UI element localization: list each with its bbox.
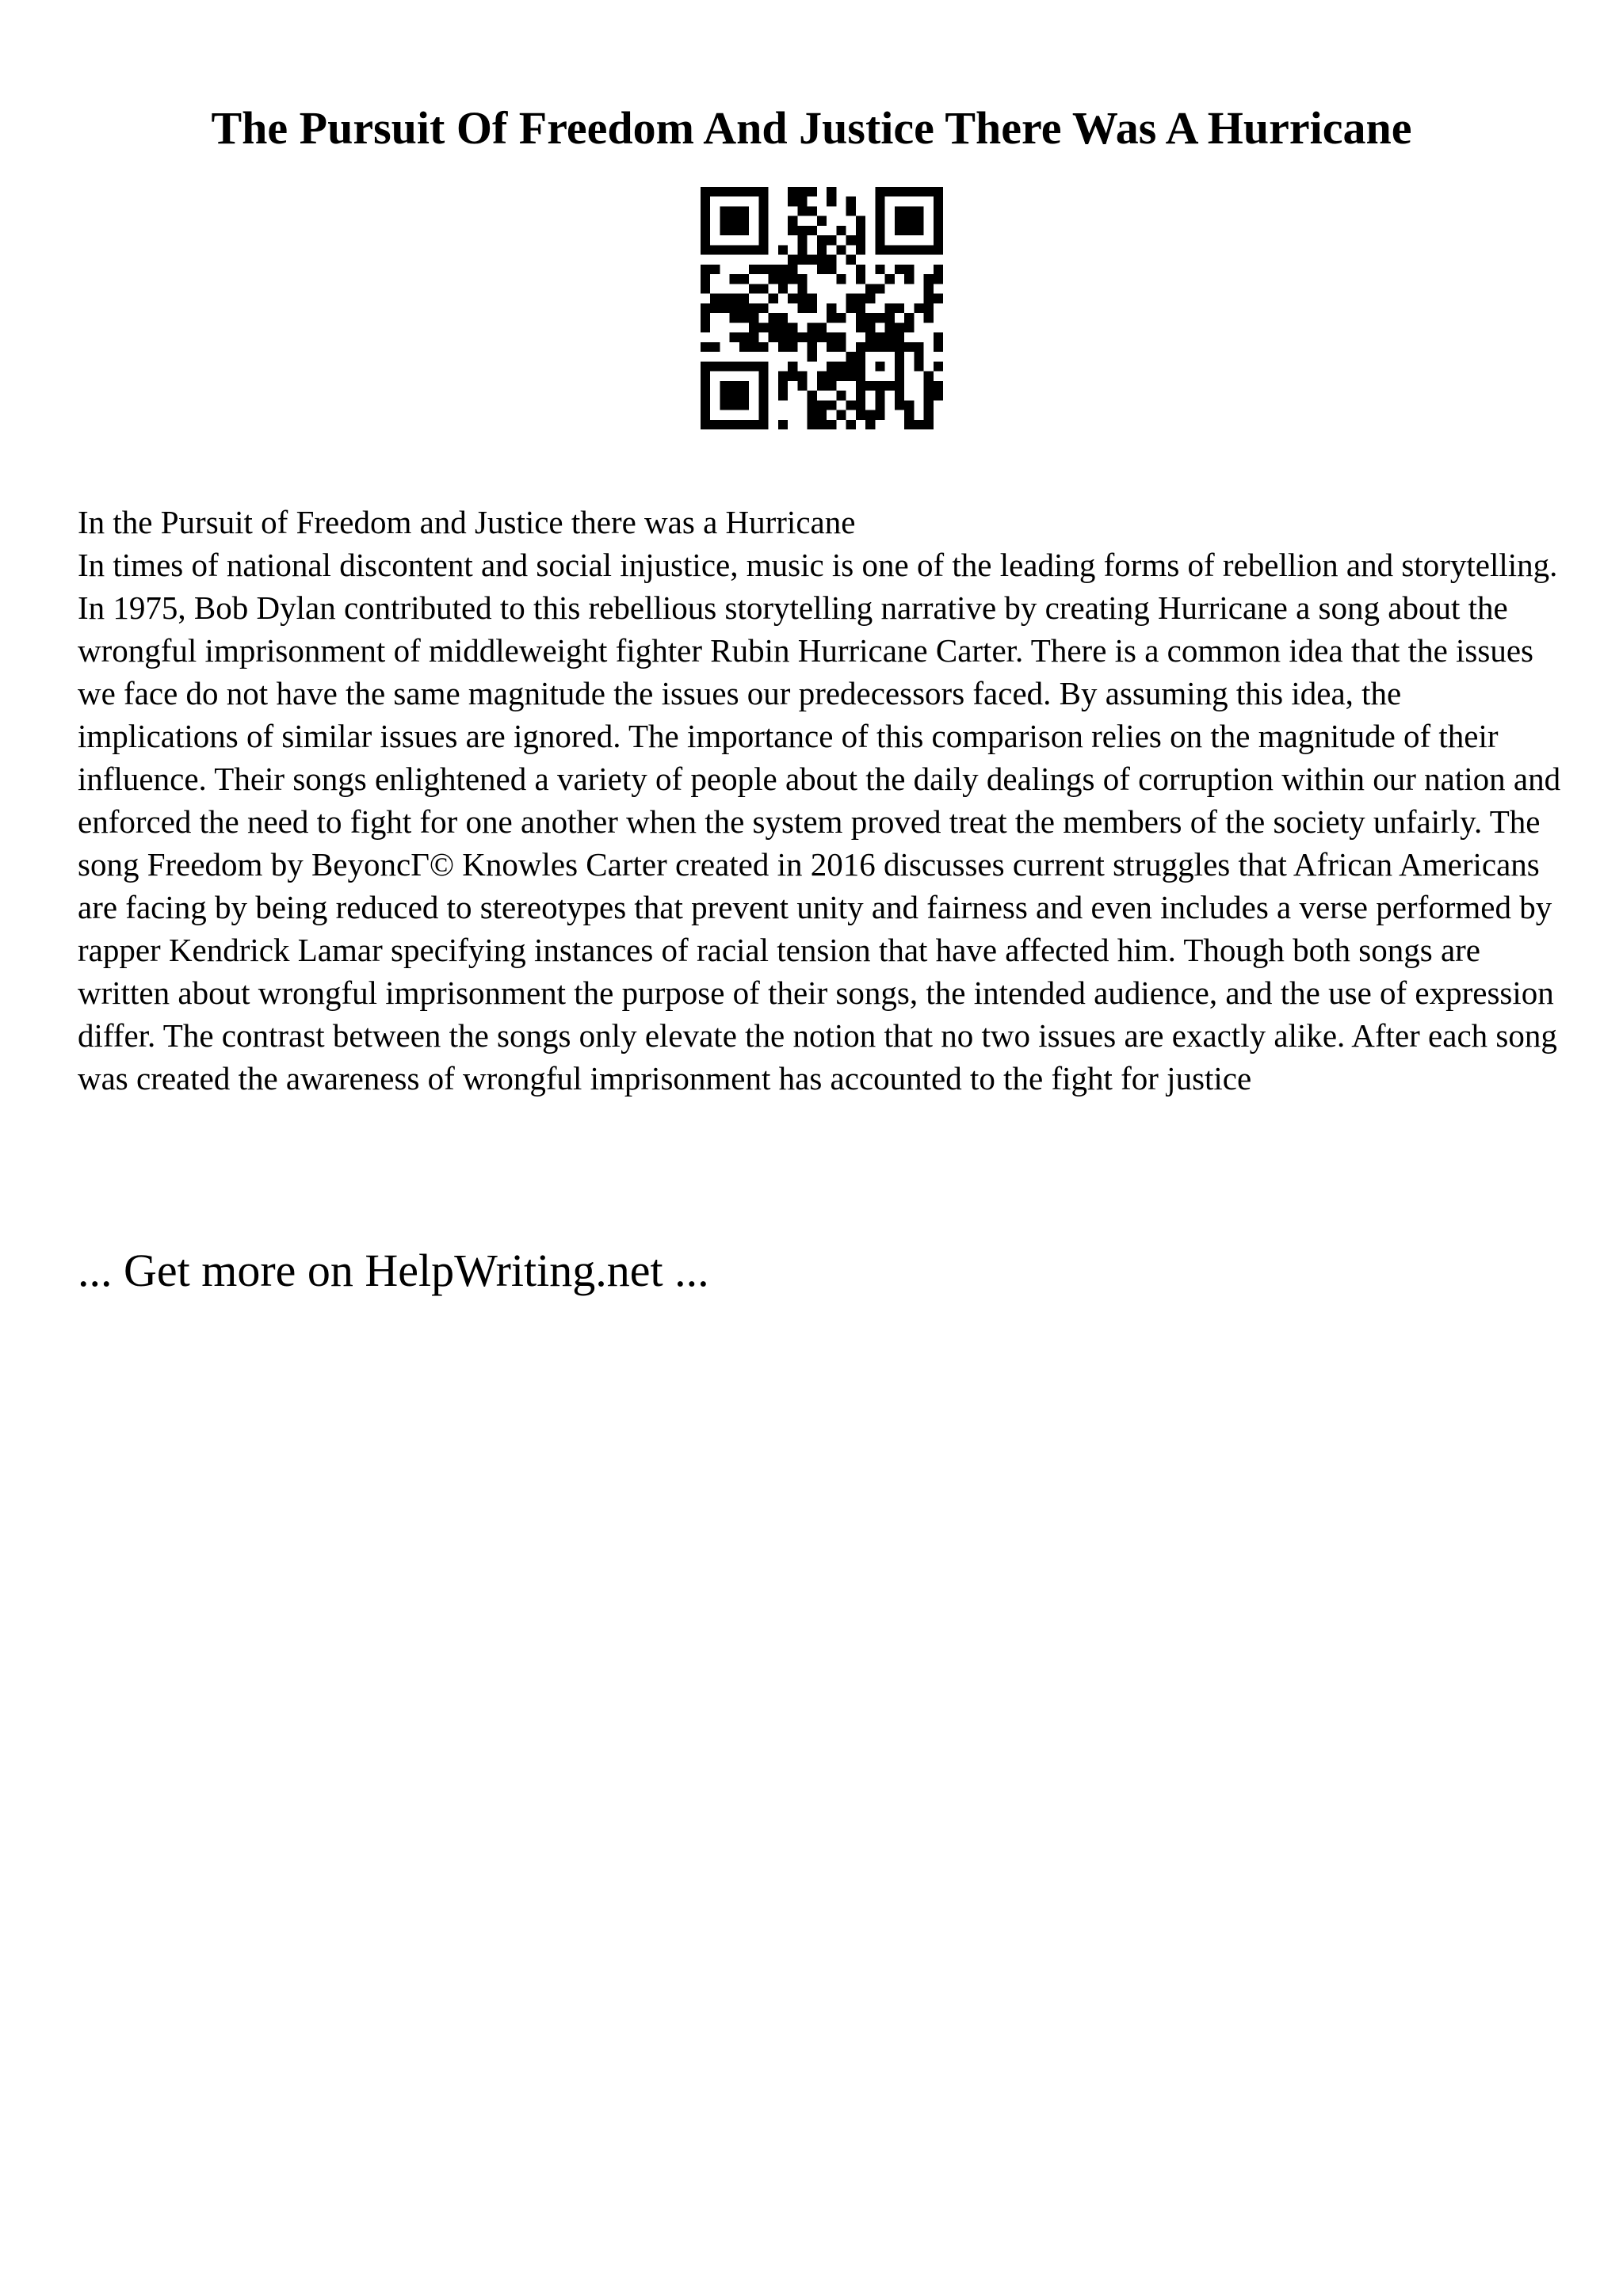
document-subtitle: In the Pursuit of Freedom and Justice there was a Hurricane bbox=[78, 504, 856, 540]
qr-code-icon bbox=[701, 187, 943, 429]
document-title: The Pursuit Of Freedom And Justice There Was A Hurricane bbox=[211, 102, 1412, 154]
get-more-link[interactable]: ... Get more on HelpWriting.net ... bbox=[78, 1245, 709, 1296]
document-body bbox=[78, 501, 1568, 1100]
document-paragraph: In times of national discontent and social injustice, music is one of the leading forms of rebellion and storytelling. In 1975, Bob Dylan contributed to this rebellious storytelling narrative by creating Hurricane a song about the wrongful imprisonment of middleweight fighter Rubin Hurricane Carter. There is a common idea that the issues we face do not have the same magnitude the issues our predecessors faced. By assuming this idea, the implications of similar issues are ignored. The importance of this comparison relies on the magnitude of their influence. Their songs enlightened a variety of people about the daily dealings of corruption within our nation and enforced the need to fight for one another when the system proved treat the members of the society unfairly. The song Freedom by BeyoncГ© Knowles Carter created in 2016 discusses current struggles that African Americans are facing by being reduced to stereotypes that prevent unity and fairness and even includes a verse performed by rapper Kendrick Lamar specifying instances of racial tension that have affected him. Though both songs are written about wrongful imprisonment the purpose of their songs, the intended audience, and the use of expression differ. The contrast between the songs only elevate the notion that no two issues are exactly alike. After each song was created the awareness of wrongful imprisonment has accounted to the fight for justice bbox=[78, 547, 1561, 1097]
